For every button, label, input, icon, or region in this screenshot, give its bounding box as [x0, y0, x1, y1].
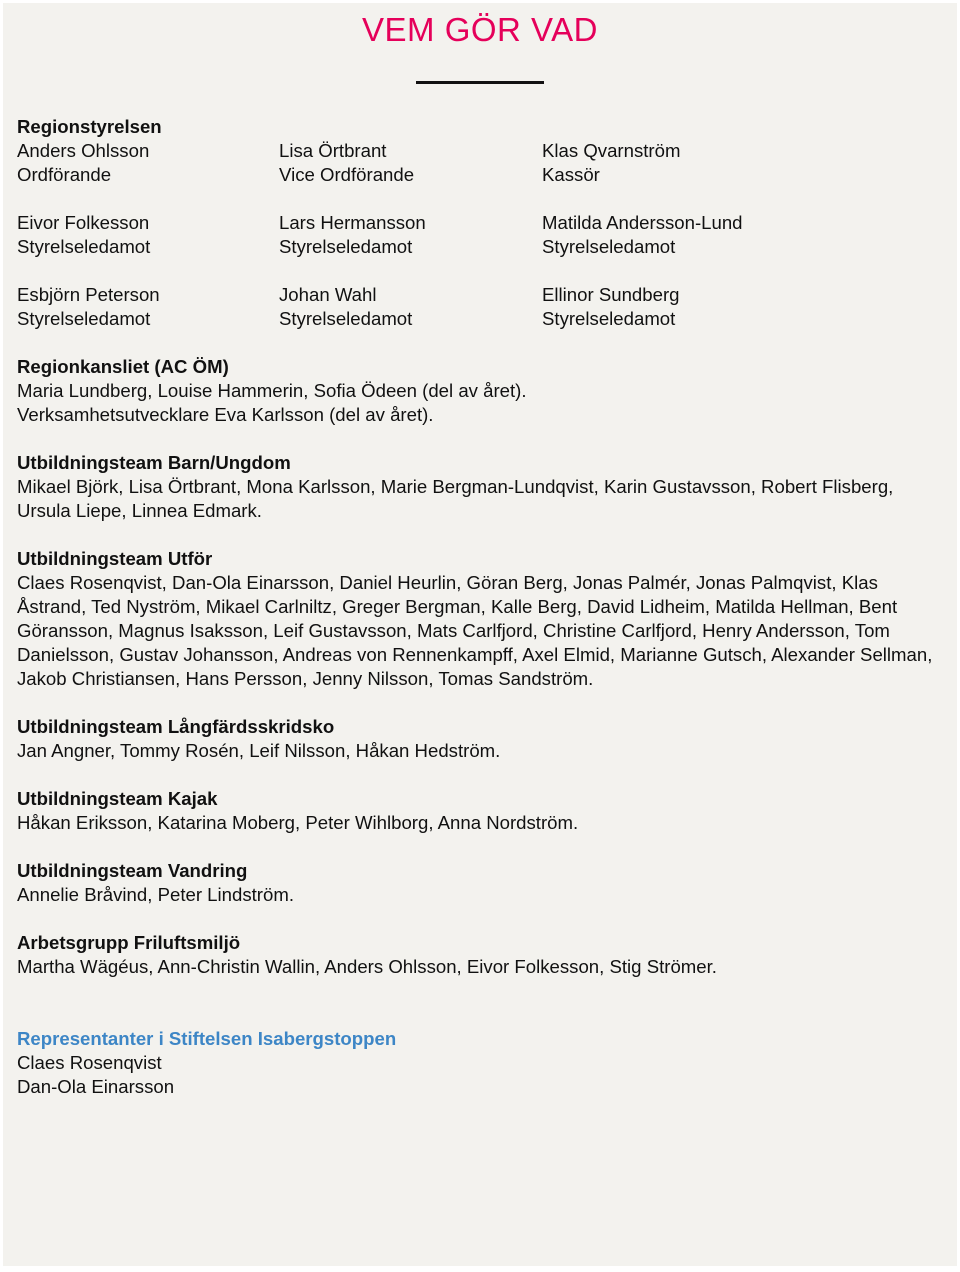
section-heading: Representanter i Stiftelsen Isabergstoppen [17, 1028, 397, 1049]
section-langfardsskridsko [17, 715, 937, 763]
section-text: Mikael Björk, Lisa Örtbrant, Mona Karlsson, Marie Bergman-Lundqvist, Karin Gustavsson, Robert Flisberg, Ursula Liepe, Linnea Edmark. [17, 476, 894, 521]
page-title: VEM GÖR VAD [362, 11, 598, 48]
section-heading: Utbildningsteam Vandring [17, 860, 248, 881]
member-role: Styrelseledamot [542, 236, 676, 257]
section-text: Maria Lundberg, Louise Hammerin, Sofia Ödeen (del av året). [17, 380, 527, 401]
section-friluftsmiljo [17, 931, 937, 979]
title-underline [416, 81, 544, 84]
section-barn-ungdom [17, 451, 937, 523]
section-text: Claes Rosenqvist, Dan-Ola Einarsson, Daniel Heurlin, Göran Berg, Jonas Palmér, Jonas Palmqvist, Klas Åstrand, Ted Nyström, Mikael Carlniltz, Greger Bergman, Kalle Berg, David Lidheim, Matilda Hellman, Bent Göransson, Magnus Isaksson, Leif Gustavsson, Mats Carlfjord, Christine Carlfjord, Henry Andersson, Tom Danielsson, Gustav Johansson, Andreas von Rennenkampff, Axel Elmid, Marianne Gutsch, Alexander Sellman, Jakob Christiansen, Hans Persson, Jenny Nilsson, Tomas Sandström. [17, 572, 933, 689]
member-role: Styrelseledamot [542, 308, 676, 329]
section-kajak [17, 787, 937, 835]
representative-name: Dan-Ola Einarsson [17, 1076, 175, 1097]
section-text: Verksamhetsutvecklare Eva Karlsson (del av året). [17, 404, 434, 425]
representative-name: Claes Rosenqvist [17, 1052, 162, 1073]
member-name: Johan Wahl [279, 284, 377, 305]
section-regionkansliet [17, 355, 937, 427]
section-heading: Regionstyrelsen [17, 116, 162, 137]
member-name: Klas Qvarnström [542, 140, 681, 161]
section-text: Annelie Bråvind, Peter Lindström. [17, 884, 294, 905]
member-name: Matilda Andersson-Lund [542, 212, 743, 233]
document-body [17, 115, 937, 1099]
member-name: Lisa Örtbrant [279, 140, 387, 161]
member-role: Styrelseledamot [17, 308, 151, 329]
section-vandring [17, 859, 937, 907]
section-utfor [17, 547, 937, 691]
document-page [3, 3, 957, 1266]
board-members-grid [17, 211, 937, 259]
member-name: Ellinor Sundberg [542, 284, 680, 305]
board-members-grid [17, 139, 937, 187]
section-heading: Utbildningsteam Långfärdsskridsko [17, 716, 335, 737]
board-members-grid [17, 283, 937, 331]
section-text: Håkan Eriksson, Katarina Moberg, Peter Wihlborg, Anna Nordström. [17, 812, 579, 833]
section-heading: Regionkansliet (AC ÖM) [17, 356, 229, 377]
section-heading: Arbetsgrupp Friluftsmiljö [17, 932, 241, 953]
section-heading: Utbildningsteam Barn/Ungdom [17, 452, 291, 473]
section-heading: Utbildningsteam Utför [17, 548, 213, 569]
member-role: Styrelseledamot [17, 236, 151, 257]
member-role: Styrelseledamot [279, 308, 413, 329]
section-regionstyrelsen [17, 115, 937, 331]
member-name: Anders Ohlsson [17, 140, 150, 161]
section-heading: Utbildningsteam Kajak [17, 788, 218, 809]
section-text: Martha Wägéus, Ann-Christin Wallin, Anders Ohlsson, Eivor Folkesson, Stig Strömer. [17, 956, 717, 977]
member-name: Eivor Folkesson [17, 212, 150, 233]
section-isabergstoppen [17, 1027, 937, 1099]
member-role: Ordförande [17, 164, 112, 185]
member-role: Styrelseledamot [279, 236, 413, 257]
member-role: Kassör [542, 164, 600, 185]
member-role: Vice Ordförande [279, 164, 415, 185]
member-name: Esbjörn Peterson [17, 284, 160, 305]
member-name: Lars Hermansson [279, 212, 426, 233]
section-text: Jan Angner, Tommy Rosén, Leif Nilsson, Håkan Hedström. [17, 740, 501, 761]
